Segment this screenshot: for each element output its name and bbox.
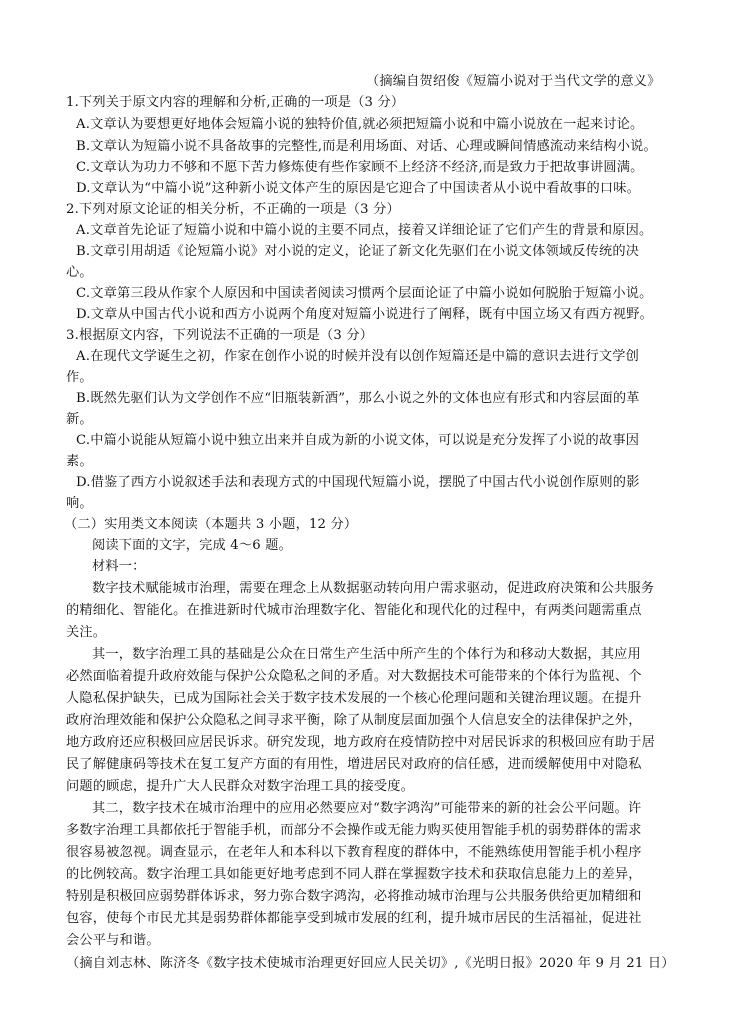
question-2-option-b-continued: 心。 bbox=[66, 265, 93, 280]
question-2-option-b: B.文章引用胡适《论短篇小说》对小说的定义，论证了新文化先驱们在小说文体领域反传统的决 bbox=[76, 244, 640, 259]
question-3-option-c: C.中篇小说能从短篇小说中独立出来并自成为新的小说文体，可以说是充分发挥了小说的故事因 bbox=[76, 433, 640, 448]
question-1-option-c: C.文章认为功力不够和不愿下苦力修炼使有些作家顾不上经济不经济,而是致力于把故事讲圆满。 bbox=[76, 160, 644, 175]
question-2-option-d: D.文章从中国古代小说和西方小说两个角度对短篇小说进行了阐释，既有中国立场又有西方视野。 bbox=[76, 307, 653, 322]
section-2-title: （二）实用类文本阅读（本题共 3 小题，12 分） bbox=[64, 517, 358, 532]
question-3-option-d-continued: 响。 bbox=[66, 496, 93, 511]
paragraph-2-line: 民了解健康码等技术在复工复产方面的有用性，增进居民对政府的信任感，进而缓解使用中对隐私 bbox=[66, 757, 642, 772]
question-1-option-a: A.文章认为要想更好地体会短篇小说的独特价值,就必须把短篇小说和中篇小说放在一起来讨论。 bbox=[76, 117, 644, 132]
question-3-option-a: A.在现代文学诞生之初，作家在创作小说的时候并没有以创作短篇还是中篇的意识去进行文学创 bbox=[76, 349, 639, 364]
source-citation-2: （摘自刘志林、陈济冬《数字技术使城市治理更好回应人民关切》,《光明日报》2020 年 9 月 21 日） bbox=[66, 956, 675, 971]
question-2-option-a: A.文章首先论证了短篇小说和中篇小说的主要不同点，接着又详细论证了它们产生的背景和原因。 bbox=[76, 223, 653, 238]
paragraph-2-line: 问题的顾虑，提升广大人民群众对数字治理工具的接受度。 bbox=[66, 779, 415, 794]
question-3-option-b-continued: 新。 bbox=[66, 412, 93, 427]
paragraph-3-line: 多数字治理工具都依托于智能手机，而部分不会操作或无能力购买使用智能手机的弱势群体的需求 bbox=[66, 823, 642, 838]
paragraph-3-line: 的比例较高。数字治理工具如能更好地考虑到不同人群在掌握数字技术和获取信息能力上的差异， bbox=[66, 867, 642, 882]
paragraph-2-line: 必然面临着提升政府效能与保护公众隐私之间的矛盾。对大数据技术可能带来的个体行为监视、个 bbox=[66, 669, 642, 684]
question-2-stem: 2.下列对原文论证的相关分析，不正确的一项是（3 分） bbox=[66, 202, 400, 217]
question-3-option-c-continued: 素。 bbox=[66, 454, 93, 469]
question-3-option-b: B.既然先驱们认为文学创作不应“旧瓶装新酒”，那么小说之外的文体也应有形式和内容层面的革 bbox=[76, 391, 640, 406]
paragraph-3-line: 其二，数字技术在城市治理中的应用必然要应对“数字鸿沟”可能带来的新的社会公平问题。许 bbox=[92, 801, 642, 816]
paragraph-3-line: 包容，使每个市民尤其是弱势群体都能享受到城市发展的红利，提升城市居民的生活福祉，促进社 bbox=[66, 911, 642, 926]
question-3-option-a-continued: 作。 bbox=[66, 370, 93, 385]
paragraph-2-line: 其一，数字治理工具的基础是公众在日常生产生活中所产生的个体行为和移动大数据，其应用 bbox=[92, 647, 641, 662]
paragraph-1-line: 数字技术赋能城市治理，需要在理念上从数据驱动转向用户需求驱动，促进政府决策和公共服务 bbox=[92, 581, 655, 596]
paragraph-3-line: 很容易被忽视。调查显示，在老年人和本科以下教育程度的群体中，不能熟练使用智能手机小程序 bbox=[66, 845, 642, 860]
paragraph-2-line: 人隐私保护缺失，已成为国际社会关于数字技术发展的一个核心伦理问题和关键治理议题。在提升 bbox=[66, 691, 642, 706]
question-1-stem: 1.下列关于原文内容的理解和分析,正确的一项是（3 分） bbox=[66, 95, 405, 110]
paragraph-1-line: 关注。 bbox=[66, 625, 107, 640]
paragraph-2-line: 地方政府还应积极回应居民诉求。研究发现，地方政府在疫情防控中对居民诉求的积极回应有助于居 bbox=[66, 735, 656, 750]
source-citation-1: （摘编自贺绍俊《短篇小说对于当代文学的意义》 bbox=[366, 74, 661, 89]
question-1-option-b: B.文章认为短篇小说不具备故事的完整性,而是利用场面、对话、心理或瞬间情感流动来结构小说。 bbox=[76, 139, 657, 154]
question-3-option-d: D.借鉴了西方小说叙述手法和表现方式的中国现代短篇小说，摆脱了中国古代小说创作原则的影 bbox=[76, 475, 640, 490]
question-3-stem: 3.根据原文内容，下列说法不正确的一项是（3 分） bbox=[66, 328, 374, 343]
paragraph-3-line: 会公平与和谐。 bbox=[66, 933, 160, 948]
paragraph-3-line: 特别是积极回应弱势群体诉求，努力弥合数字鸿沟，必将推动城市治理与公共服务供给更加精细和 bbox=[66, 889, 642, 904]
paragraph-2-line: 政府治理效能和保护公众隐私之间寻求平衡，除了从制度层面加强个人信息安全的法律保护之外， bbox=[66, 713, 642, 728]
section-2-instruction: 阅读下面的文字，完成 4～6 题。 bbox=[92, 538, 293, 553]
material-1-label: 材料一： bbox=[92, 559, 146, 574]
paragraph-1-line: 的精细化、智能化。在推进新时代城市治理数字化、智能化和现代化的过程中，有两类问题需重点 bbox=[66, 603, 642, 618]
question-2-option-c: C.文章第三段从作家个人原因和中国读者阅读习惯两个层面论证了中篇小说如何脱胎于短篇小说。 bbox=[76, 286, 653, 301]
question-1-option-d: D.文章认为“中篇小说”这种新小说文体产生的原因是它迎合了中国读者从小说中看故事的口味。 bbox=[76, 181, 641, 196]
